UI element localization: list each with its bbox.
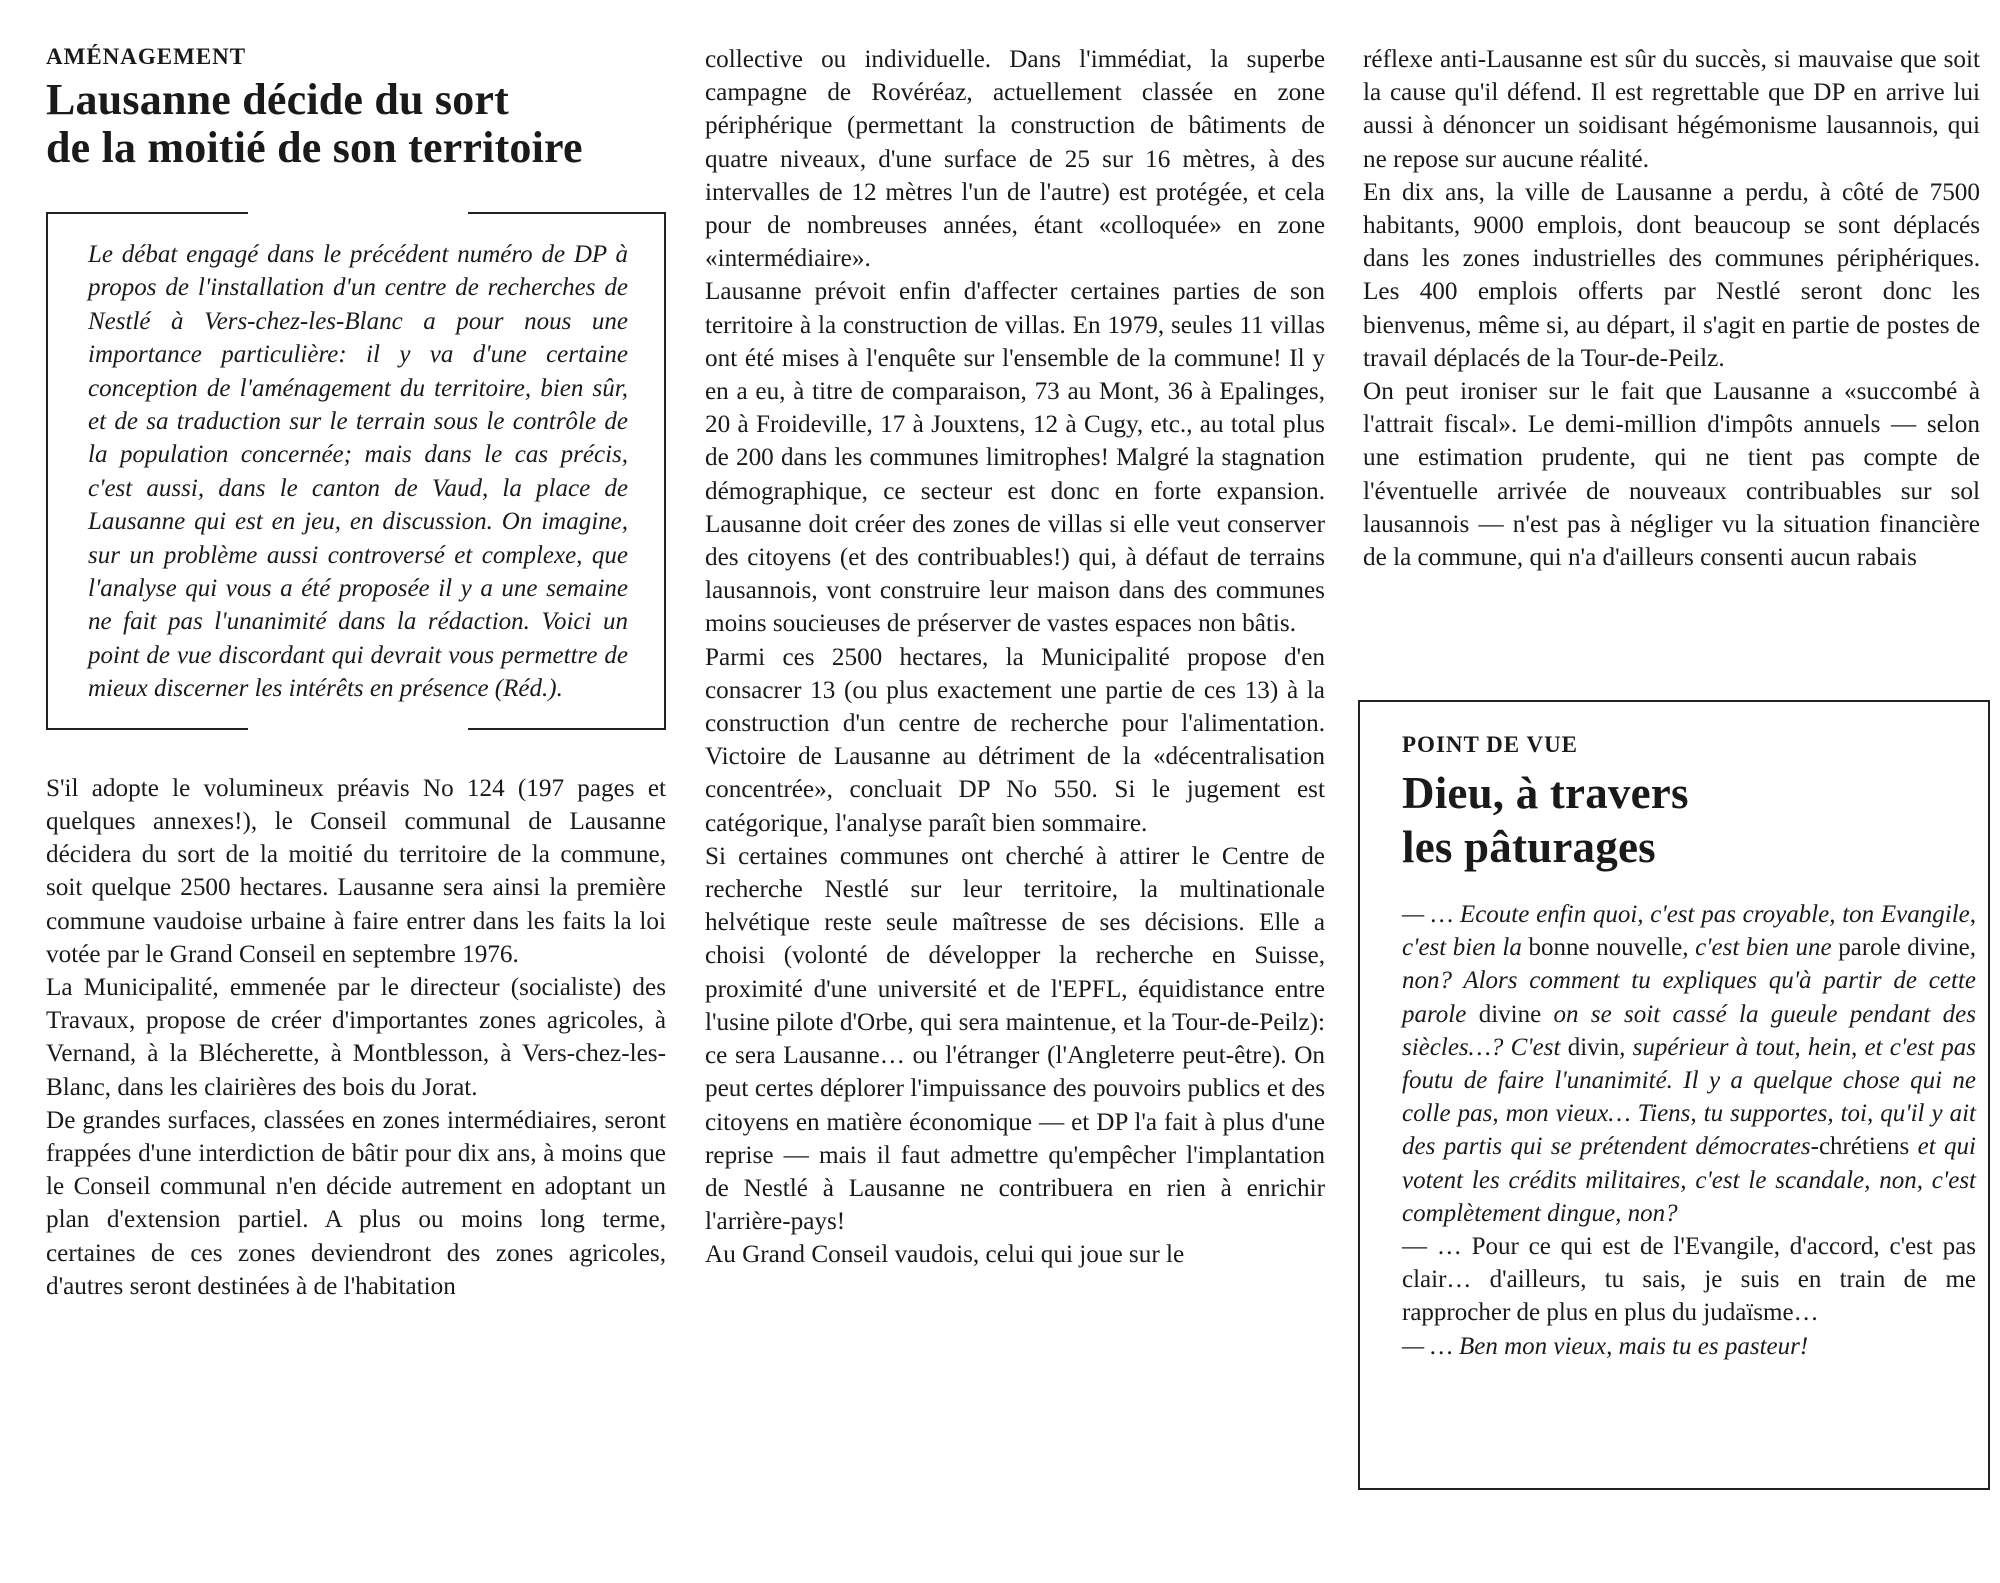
editorial-intro-box	[46, 212, 666, 730]
pdv-headline	[1402, 766, 1976, 874]
dialogue-line	[1402, 898, 1976, 1230]
point-de-vue-box	[1358, 700, 1990, 1490]
box-top-gap	[248, 210, 468, 216]
dialogue-italic: — … Ecoute enfin quoi, c'est pas croyable, ton Evangile, c'est bien la	[1402, 901, 1976, 962]
column-2	[705, 43, 1325, 1272]
dialogue-line: — … Pour ce qui est de l'Evangile, d'accord, c'est pas clair… d'ailleurs, tu sais, je suis en train de me rapprocher de plus en plus du judaïsme…	[1402, 1233, 1976, 1327]
article-paragraph: On peut ironiser sur le fait que Lausanne a «succombé à l'attrait fiscal». Le demi-million d'impôts annuels — selon une estimation prudente, qui ne tient pas compte de l'éventuelle arrivée de nouveaux contribuables sur sol lausannois — n'est pas à négliger vu la situation financière de la commune, qui n'a d'ailleurs consenti aucun rabais	[1363, 378, 1980, 572]
dialogue-italic: , c'est bien une	[1682, 934, 1839, 962]
dialogue-italic: , non? Alors comment tu expliques qu'à partir de cette parole	[1402, 934, 1977, 1028]
article-paragraph: Parmi ces 2500 hectares, la Municipalité propose d'en consacrer 13 (ou plus exactement une partie de ces 13) à la construction d'un centre de recherche pour l'alimentation. Victoire de Lausanne au détriment de la «décentralisation concentrée», concluait DP No 550. Si le jugement est catégorique, l'analyse paraît bien sommaire.	[705, 643, 1325, 837]
article-paragraph: De grandes surfaces, classées en zones intermédiaires, seront frappées d'une interdiction de bâtir pour dix ans, à moins que le Conseil communal n'en décide autrement en adoptant un plan d'extension partiel. A plus ou moins long terme, certaines de ces zones deviendront des zones agricoles, d'autres seront destinées à de l'habitation	[46, 1106, 666, 1300]
dialogue-italic: , supérieur à tout, hein, et c'est pas foutu de faire l'unanimité. Il y a quelque chose qui ne colle pas, mon vieux… Tiens, tu supportes, toi, qu'il y ait des partis qui se prétendent démocrates-	[1402, 1033, 1976, 1161]
headline-line-1: Lausanne décide du sort	[46, 75, 510, 124]
article-paragraph: En dix ans, la ville de Lausanne a perdu, à côté de 7500 habitants, 9000 emplois, dont beaucoup se sont déplacés dans les zones industrielles des communes périphériques. Les 400 emplois offerts par Nestlé seront donc les bienvenus, même si, au départ, il s'agit en partie de postes de travail déplacés de la Tour-de-Peilz.	[1363, 178, 1980, 372]
dialogue-roman: chrétiens	[1818, 1133, 1910, 1161]
box-bottom-gap	[248, 726, 468, 732]
article-headline	[46, 76, 666, 172]
article-paragraph: Au Grand Conseil vaudois, celui qui joue sur le	[705, 1241, 1185, 1269]
dialogue-line: — … Ben mon vieux, mais tu es pasteur!	[1402, 1332, 1809, 1360]
editorial-intro: Le débat engagé dans le précédent numéro de DP à propos de l'installation d'un centre de recherches de Nestlé à Vers-chez-les-Blanc a pour nous une importance particulière: il y va d'une certaine conception de l'aménagement du territoire, bien sûr, et de sa traduction sur le terrain sous le contrôle de la population concernée; mais dans le cas précis, c'est aussi, dans le canton de Vaud, la place de Lausanne qui est en jeu, en discussion. On imagine, sur un problème aussi controversé et complexe, que l'analyse qui vous a été proposée il y a une semaine ne fait pas l'unanimité dans la rédaction. Voici un point de vue discordant qui devrait vous permettre de mieux discerner les intérêts en présence (Réd.).	[88, 241, 628, 703]
pdv-headline-line-1: Dieu, à travers	[1402, 768, 1689, 818]
column-3	[1363, 43, 1980, 574]
column-1	[46, 42, 666, 1303]
pdv-body	[1402, 898, 1976, 1363]
article-paragraph: Si certaines communes ont cherché à attirer le Centre de recherche Nestlé sur leur territoire, la multinationale helvétique reste seule maîtresse de ses décisions. Elle a choisi (volonté de développer la recherche en Suisse, proximité d'une université et de l'EPFL, équidistance entre l'usine pilote d'Orbe, qui sera maintenue, et la Tour-de-Peilz): ce sera Lausanne… ou l'étranger (l'Angleterre peut-être). On peut certes déplorer l'impuissance des pouvoirs publics et des citoyens en matière économique — et DP l'a fait à plus d'une reprise — mais il faut admettre qu'empêcher l'implantation de Nestlé à Lausanne ne contribuera en rien à enrichir l'arrière-pays!	[705, 842, 1325, 1236]
dialogue-roman: parole divine	[1838, 934, 1970, 962]
article-paragraph: Lausanne prévoit enfin d'affecter certaines parties de son territoire à la construction de villas. En 1979, seules 11 villas ont été mises à l'enquête sur l'ensemble de la commune! Il y en a eu, à titre de comparaison, 73 au Mont, 36 à Epalinges, 20 à Froideville, 17 à Jouxtens, 12 à Cugy, etc., au total plus de 200 dans les communes limitrophes! Malgré la stagnation démographique, ce secteur est donc en forte expansion. Lausanne doit créer des zones de villas si elle veut conserver des citoyens (et des contribuables!) qui, à défaut de terrains lausannois, vont construire leur maison dans des communes moins soucieuses de préserver de vastes espaces non bâtis.	[705, 278, 1325, 638]
pdv-headline-line-2: les pâturages	[1402, 822, 1656, 872]
article-paragraph: La Municipalité, emmenée par le directeur (socialiste) des Travaux, propose de créer d'importantes zones agricoles, à Vernand, à la Blécherette, à Montblesson, à Vers-chez-les-Blanc, dans les clairières des bois du Jorat.	[46, 973, 666, 1101]
article-kicker: AMÉNAGEMENT	[46, 44, 247, 69]
dialogue-italic: et qui votent les crédits militaires, c'est le scandale, non, c'est complètement dingue, non?	[1402, 1133, 1976, 1227]
headline-line-2: de la moitié de son territoire	[46, 123, 583, 172]
article-paragraph: S'il adopte le volumineux préavis No 124 (197 pages et quelques annexes!), le Conseil communal de Lausanne décidera du sort de la moitié du territoire de la commune, soit quelque 2500 hectares. Lausanne sera ainsi la première commune vaudoise urbaine à faire entrer dans les faits la loi votée par le Grand Conseil en septembre 1976.	[46, 774, 666, 968]
dialogue-roman: divin	[1567, 1033, 1620, 1061]
dialogue-italic: on se soit cassé la gueule pendant des siècles…? C'est	[1402, 1000, 1976, 1061]
article-paragraph: réflexe anti-Lausanne est sûr du succès, si mauvaise que soit la cause qu'il défend. Il est regrettable que DP en arrive lui aussi à dénoncer un soidisant hégémonisme lausannois, qui ne repose sur aucune réalité.	[1363, 46, 1980, 173]
article-paragraph: collective ou individuelle. Dans l'immédiat, la superbe campagne de Rovéréaz, actuellement classée en zone périphérique (permettant la construction de bâtiments de quatre niveaux, d'une surface de 25 sur 16 mètres, à des intervalles de 12 mètres l'un de l'autre) est protégée, et cela pour de nombreuses années, étant «colloquée» en zone «intermédiaire».	[705, 46, 1325, 273]
pdv-kicker: POINT DE VUE	[1402, 732, 1579, 757]
dialogue-roman: bonne nouvelle	[1528, 934, 1683, 962]
dialogue-roman: divine	[1478, 1000, 1542, 1028]
